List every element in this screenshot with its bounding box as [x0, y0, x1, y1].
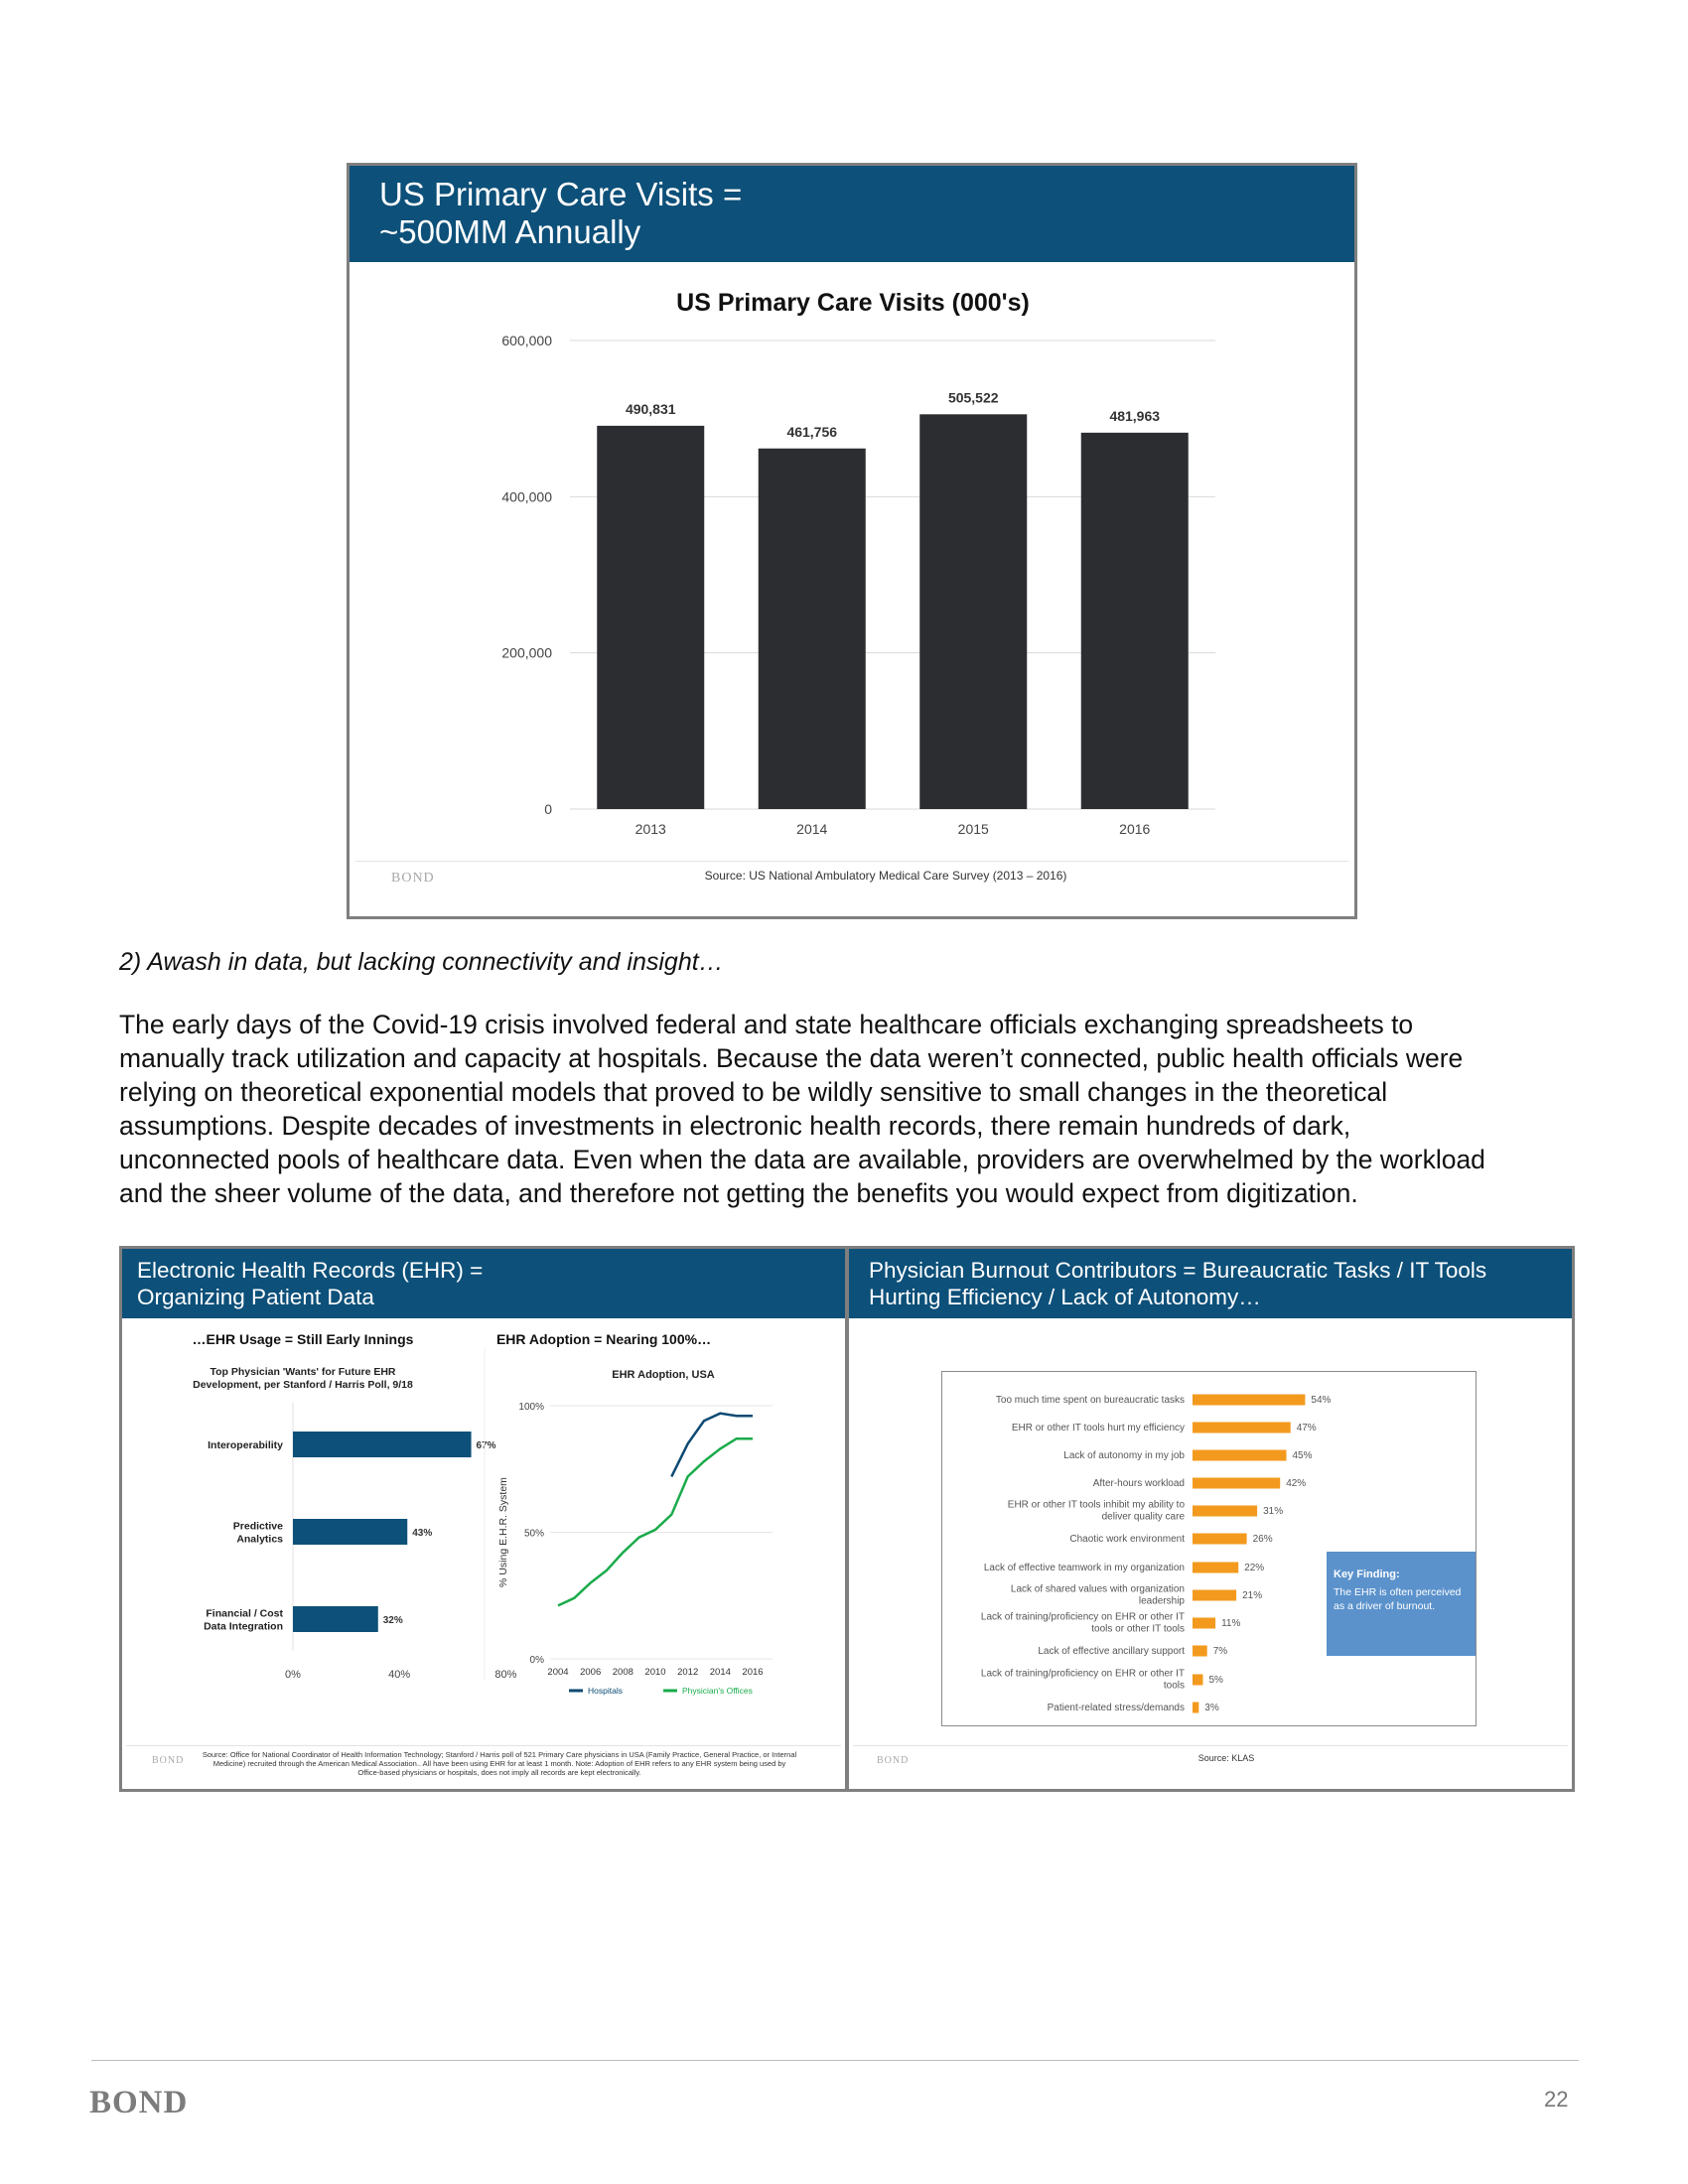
ehr-adoption-chart — [485, 1328, 842, 1725]
bar-value-label: 67% — [476, 1440, 496, 1451]
x-tick-label: 2004 — [547, 1667, 569, 1678]
burnout-chart — [941, 1371, 1497, 1728]
bar — [1193, 1534, 1247, 1545]
paragraph-line: relying on theoretical exponential models that proved to be wildly sensitive to small changes in the theoretical — [119, 1077, 1388, 1107]
category-label: EHR or other IT tools inhibit my ability to deliver quality care — [1007, 1499, 1185, 1523]
x-tick-label: 2016 — [742, 1667, 764, 1678]
category-label: Lack of autonomy in my job — [1063, 1450, 1185, 1461]
slide-header — [350, 166, 1354, 262]
series-line — [671, 1414, 753, 1477]
paragraph-line: and the sheer volume of the data, and therefore not getting the benefits you would expect from digitization. — [119, 1178, 1358, 1208]
paragraph-line: unconnected pools of healthcare data. Even when the data are available, providers are overwhelmed by the workload — [119, 1145, 1485, 1174]
slide-header — [122, 1249, 845, 1318]
bar-value-label: 22% — [1244, 1563, 1265, 1573]
bar — [1081, 433, 1189, 809]
y-tick-label: 400,000 — [501, 488, 552, 505]
primary-care-chart — [350, 283, 1354, 839]
chart-title: US Primary Care Visits (000's) — [676, 289, 1030, 317]
category-label: Interoperability — [208, 1439, 283, 1451]
slide-brand-logo: BOND — [877, 1755, 910, 1766]
bar-value-label: 42% — [1286, 1478, 1307, 1489]
y-tick-label: 200,000 — [501, 644, 552, 661]
slide-primary-care-visits — [347, 163, 1357, 919]
bar-value-label: 481,963 — [1109, 407, 1161, 424]
key-finding-text: The EHR is often perceived as a driver of burnout. — [1334, 1586, 1462, 1612]
x-tick-label: 2006 — [580, 1667, 602, 1678]
category-label: After-hours workload — [1092, 1478, 1185, 1489]
bar-value-label: 21% — [1242, 1590, 1263, 1601]
bar — [1193, 1646, 1207, 1657]
bar-value-label: 7% — [1212, 1646, 1228, 1657]
bar — [1193, 1506, 1257, 1517]
slide-title: US Primary Care Visits = ~500MM Annually — [379, 176, 743, 250]
slide-source: Source: US National Ambulatory Medical Care Survey (2013 – 2016) — [704, 869, 1067, 883]
bar — [759, 449, 866, 809]
legend-label: Physician's Offices — [682, 1686, 753, 1696]
category-label: Lack of effective teamwork in my organization — [983, 1563, 1185, 1573]
category-label: Financial / Cost Data Integration — [204, 1607, 283, 1633]
bar — [597, 426, 704, 809]
bar — [1193, 1618, 1215, 1629]
y-tick-label: 600,000 — [501, 333, 552, 348]
bar — [1193, 1423, 1291, 1433]
bar-value-label: 31% — [1263, 1506, 1284, 1517]
x-tick-label: 0% — [285, 1669, 301, 1681]
series-line — [558, 1438, 753, 1605]
paragraph-line: The early days of the Covid-19 crisis involved federal and state healthcare officials exchanging spreadsheets to — [119, 1010, 1414, 1039]
x-tick-label: 2013 — [634, 821, 666, 837]
bar — [1193, 1563, 1238, 1573]
bar — [1193, 1703, 1198, 1713]
bar — [293, 1519, 407, 1545]
slide-source: Source: Office for National Coordinator of Health Information Technology; Stanford / Harris poll of 521 Primary Care physicians in USA (Family Practice, General Practice, or Internal Medicine) recruited through the American Medical Association.. All have been using EHR for at least 1 month. Note: Adoption of EHR refers to any EHR system being used by Office-based physicians or hospitals, does not imply all records are kept electronically. — [202, 1750, 797, 1777]
bar-value-label: 490,831 — [625, 400, 676, 417]
bar — [1193, 1675, 1203, 1686]
bar-value-label: 32% — [382, 1615, 403, 1626]
legend-label: Hospitals — [588, 1686, 623, 1696]
category-label: Patient-related stress/demands — [1047, 1703, 1185, 1713]
bar-value-label: 54% — [1311, 1395, 1332, 1406]
y-tick-label: 100% — [518, 1402, 544, 1413]
x-tick-label: 2016 — [1119, 821, 1151, 837]
x-tick-label: 2012 — [677, 1667, 699, 1678]
category-label: Lack of effective ancillary support — [1038, 1646, 1185, 1657]
slide-source: Source: KLAS — [1197, 1753, 1255, 1763]
bar-value-label: 505,522 — [947, 389, 999, 406]
bar — [919, 414, 1027, 809]
body-paragraph — [119, 1008, 1589, 1210]
bar — [293, 1606, 378, 1632]
bar-value-label: 47% — [1296, 1423, 1317, 1433]
x-tick-label: 2014 — [796, 821, 828, 837]
category-label: Chaotic work environment — [1069, 1534, 1185, 1545]
x-tick-label: 80% — [494, 1669, 517, 1681]
category-label: Too much time spent on bureaucratic tasks — [995, 1395, 1185, 1406]
category-label: Lack of training/proficiency on EHR or other IT tools — [980, 1668, 1185, 1692]
x-tick-label: 2015 — [957, 821, 989, 837]
x-tick-label: 2008 — [612, 1667, 633, 1678]
y-tick-label: 0 — [544, 801, 552, 817]
bar — [1193, 1395, 1305, 1406]
bar-value-label: 26% — [1252, 1534, 1273, 1545]
slide-header — [849, 1249, 1572, 1318]
bar — [1193, 1450, 1287, 1461]
bar-value-label: 3% — [1204, 1703, 1219, 1713]
paragraph-line: assumptions. Despite decades of investments in electronic health records, there remain hundreds of dark, — [119, 1111, 1351, 1141]
bar-value-label: 11% — [1221, 1618, 1241, 1629]
bar — [293, 1432, 472, 1457]
y-tick-label: 0% — [529, 1655, 544, 1666]
slide-ehr — [119, 1246, 848, 1792]
bar — [1193, 1590, 1236, 1601]
footer-brand-logo: BOND — [89, 2085, 189, 2120]
category-label: Predictive Analytics — [232, 1520, 283, 1546]
category-label: EHR or other IT tools hurt my efficiency — [1011, 1423, 1185, 1433]
paragraph-line: manually track utilization and capacity at hospitals. Because the data weren’t connected, public health officials were — [119, 1043, 1464, 1073]
slide-title: Electronic Health Records (EHR) = Organizing Patient Data — [137, 1258, 484, 1309]
chart-title: …EHR Usage = Still Early Innings — [192, 1331, 414, 1347]
slide-brand-logo: BOND — [391, 871, 435, 886]
bar-value-label: 45% — [1292, 1450, 1313, 1461]
chart-subtitle: EHR Adoption, USA — [612, 1369, 715, 1381]
page-number: 22 — [1544, 2087, 1569, 2112]
chart-subtitle: Top Physician 'Wants' for Future EHR Development, per Stanford / Harris Poll, 9/18 — [193, 1366, 413, 1391]
y-tick-label: 50% — [523, 1528, 544, 1540]
slide-burnout — [846, 1246, 1575, 1792]
bar-value-label: 43% — [412, 1528, 433, 1539]
bar-value-label: 5% — [1208, 1675, 1223, 1686]
category-label: Lack of training/proficiency on EHR or other IT tools or other IT tools — [980, 1611, 1185, 1635]
footer-rule — [91, 2060, 1579, 2061]
slide-title: Physician Burnout Contributors = Bureaucratic Tasks / IT Tools Hurting Efficiency / Lack of Autonomy… — [869, 1258, 1487, 1309]
x-tick-label: 2010 — [644, 1667, 666, 1678]
chart-title: EHR Adoption = Nearing 100%… — [495, 1331, 712, 1347]
bar-value-label: 461,756 — [786, 423, 838, 440]
category-label: Lack of shared values with organization leadership — [1010, 1583, 1185, 1607]
bar — [1193, 1478, 1280, 1489]
section-subhead: 2) Awash in data, but lacking connectivity and insight… — [119, 948, 724, 976]
y-axis-label: % Using E.H.R. System — [497, 1477, 509, 1587]
x-tick-label: 2014 — [709, 1667, 731, 1678]
x-tick-label: 40% — [388, 1669, 411, 1681]
slide-brand-logo: BOND — [152, 1755, 185, 1766]
key-finding-title: Key Finding: — [1334, 1569, 1400, 1580]
